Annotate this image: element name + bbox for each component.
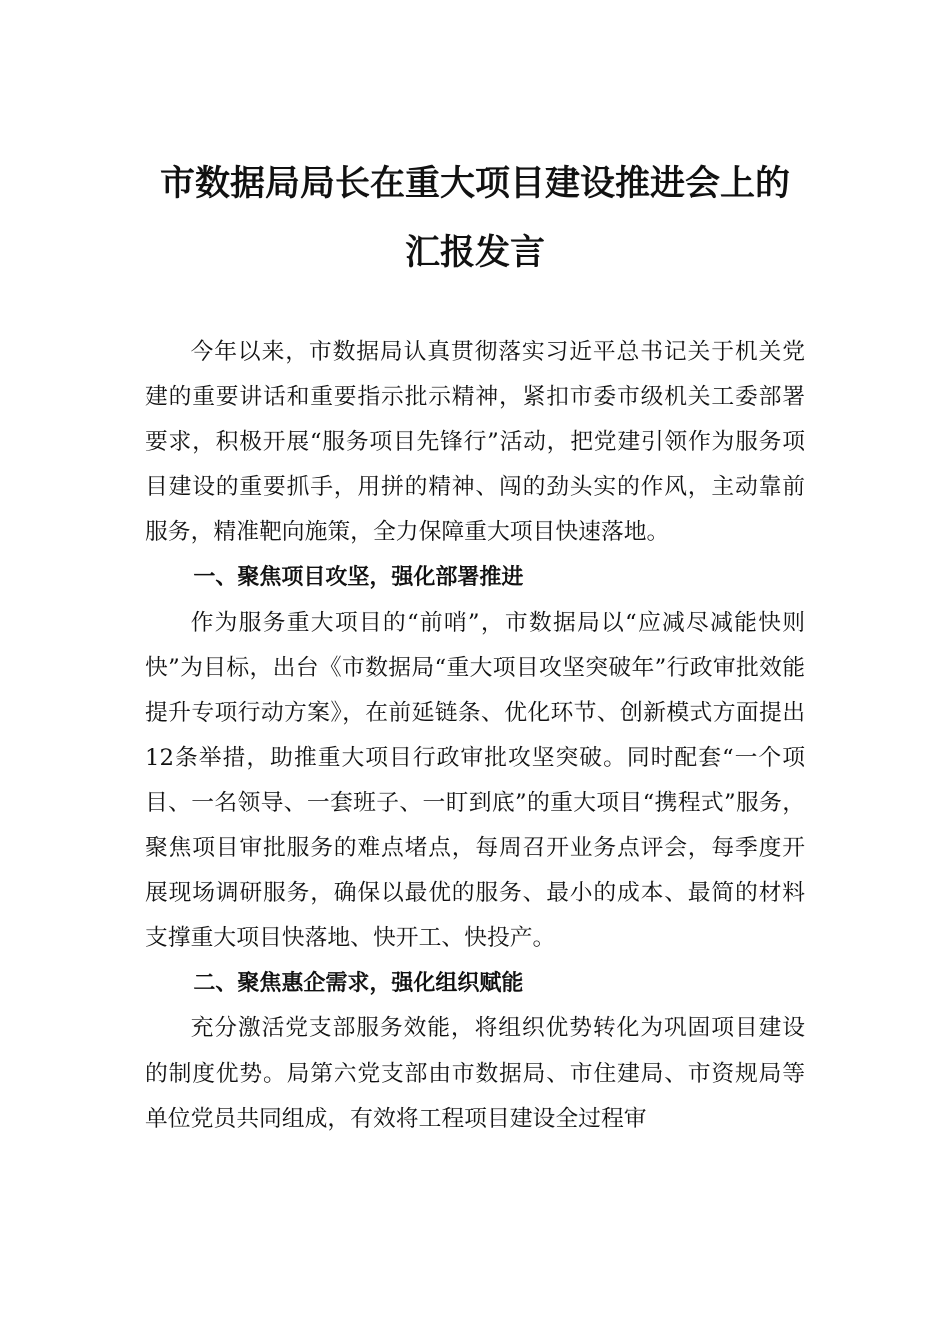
section-2-paragraph: 充分激活党支部服务效能，将组织优势转化为巩固项目建设的制度优势。局第六党支部由市数据局、市住建局、市资规局等单位党员共同组成，有效将工程项目建设全过程审 [145, 1015, 805, 1132]
document-title-line-1: 市数据局局长在重大项目建设推进会上的 [159, 163, 790, 204]
document-body [145, 330, 805, 1142]
document-title-line-2: 汇报发言 [404, 232, 545, 273]
section-1-heading: 一、聚焦项目攻坚，强化部署推进 [193, 565, 524, 591]
intro-paragraph: 今年以来，市数据局认真贯彻落实习近平总书记关于机关党建的重要讲话和重要指示批示精神，紧扣市委市级机关工委部署要求，积极开展“服务项目先锋行”活动，把党建引领作为服务项目建设的重要抓手，用拼的精神、闯的劲头实的作风，主动靠前服务，精准靶向施策，全力保障重大项目快速落地。 [145, 339, 805, 546]
section-2-heading: 二、聚焦惠企需求，强化组织赋能 [193, 971, 524, 997]
section-1-paragraph: 作为服务重大项目的“前哨”，市数据局以“应减尽减能快则快”为目标，出台《市数据局“重大项目攻坚突破年”行政审批效能提升专项行动方案》，在前延链条、优化环节、创新模式方面提出12条举措，助推重大项目行政审批攻坚突破。同时配套“一个项目、一名领导、一套班子、一盯到底”的重大项目“携程式”服务，聚焦项目审批服务的难点堵点，每周召开业务点评会，每季度开展现场调研服务，确保以最优的服务、最小的成本、最简的材料支撑重大项目快落地、快开工、快投产。 [145, 609, 805, 952]
